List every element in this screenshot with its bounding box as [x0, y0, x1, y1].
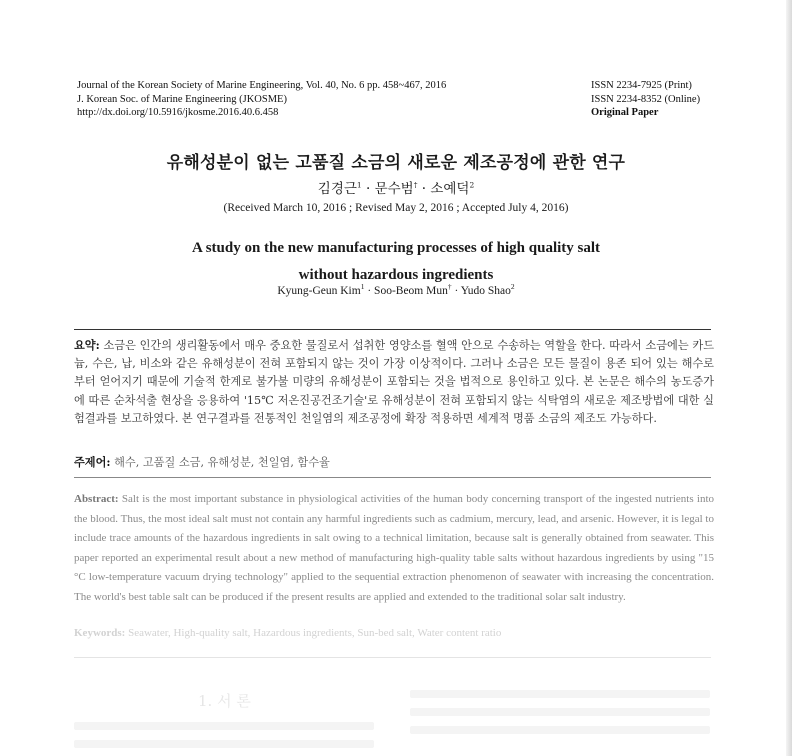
doi-link[interactable]: http://dx.doi.org/10.5916/jkosme.2016.40.6.458 — [77, 107, 279, 118]
issn-print: ISSN 2234-7925 (Print) — [591, 80, 692, 91]
english-authors — [0, 282, 792, 297]
author-mark: 2 — [510, 282, 515, 292]
author-separator: · — [451, 285, 461, 297]
author-name: 김경근 — [317, 181, 357, 197]
journal-header-left — [77, 79, 446, 120]
author-name: Yudo Shao — [460, 285, 511, 297]
english-abstract-text: Salt is the most important substance in physiological activities of the human body concerning transport of the ingested nutrients into the blood. Thus, the most ideal salt must not contain any harmful ingredients such as cadmium, mercury, lead, and arsenic. However, it is legal to include trace amounts of the hazardous ingredients in salt owing to a technical limitation, because salt is generally obtained from seawater. This paper reported an experimental result about a new method of manufacturing high-quality table salts without hazardous ingredients by using "15 °C low-temperature vacuum drying technology" applied to the sequential extraction phenomenon of seawater with increasing the concentration. The world's best table salt can be produced if the present results are applied and extended to the traditional solar salt industry. — [74, 493, 715, 603]
author-mark: † — [447, 282, 452, 292]
korean-keywords — [74, 454, 714, 470]
faded-body-text — [410, 690, 710, 698]
author-name: 소예덕 — [430, 181, 470, 197]
issn-online: ISSN 2234-8352 (Online) — [591, 93, 701, 105]
top-divider — [74, 329, 711, 330]
middle-divider — [74, 477, 711, 478]
author-name: 문수범 — [374, 181, 414, 197]
author-name: Soo-Beom Mun — [374, 285, 448, 297]
author-mark: 2 — [469, 180, 475, 190]
korean-abstract-text: 소금은 인간의 생리활동에서 매우 중요한 물질로서 섭취한 영양소를 혈액 안으로 수송하는 역할을 한다. 따라서 소금에는 카드늄, 수은, 납, 비소와 같은 유해성분이 전혀 포함되지 않는 것이 가장 이상적이다. 그러나 소금은 모든 물질이 용존 되어 있는 해수로부터 얻어지기 때문에 기술적 한계로 불가불 미량의 유해성분이 포함되는 것을 법적으로 용인하고 있다. 본 논문은 해수의 농도증가에 따른 순차석출 현상을 응용하여 '15℃ 저온진공건조기술'로 유해성분이 전혀 포함되지 않는 식탁염의 새로운 제조방법에 대한 실험결과를 보고하였다. 본 연구결과를 전통적인 천일염의 제조공정에 확장 적용하면 세계적 명품 소금의 제조도 가능하다. — [74, 339, 714, 425]
author-separator: · — [361, 181, 375, 197]
submission-dates: (Received March 10, 2016 ; Revised May 2, 2016 ; Accepted July 4, 2016) — [223, 202, 569, 214]
author-separator: · — [417, 181, 431, 197]
section-heading: 1. 서 론 — [198, 692, 251, 710]
korean-keywords-label: 주제어: — [74, 455, 111, 469]
english-keywords — [74, 627, 714, 639]
english-keywords-text: Seawater, High-quality salt, Hazardous ingredients, Sun-bed salt, Water content ratio — [128, 627, 502, 639]
korean-abstract-label: 요약: — [74, 338, 100, 352]
faded-body-text — [74, 722, 374, 730]
journal-citation: Journal of the Korean Society of Marine Engineering, Vol. 40, No. 6 pp. 458~467, 2016 — [77, 80, 447, 91]
paper-type: Original Paper — [591, 107, 659, 118]
author-mark: † — [413, 180, 418, 190]
author-mark: 1 — [356, 180, 362, 190]
author-mark: 1 — [360, 282, 365, 292]
english-abstract-label: Abstract: — [74, 493, 119, 505]
korean-authors — [0, 177, 792, 197]
faded-body-text — [410, 726, 710, 734]
english-title-line: without hazardous ingredients — [298, 267, 494, 283]
bottom-divider — [74, 657, 711, 658]
faded-body-text — [410, 708, 710, 716]
journal-abbreviation: J. Korean Soc. of Marine Engineering (JKOSME) — [77, 93, 287, 105]
author-name: Kyung-Geun Kim — [277, 285, 361, 297]
page-edge-shadow — [786, 0, 792, 756]
faded-body-text — [74, 740, 374, 748]
english-abstract — [74, 490, 714, 608]
english-keywords-label: Keywords: — [74, 627, 126, 639]
journal-header-right — [591, 79, 700, 120]
author-separator: · — [364, 285, 375, 297]
korean-abstract — [74, 336, 714, 428]
korean-keywords-text: 해수, 고품질 소금, 유해성분, 천일염, 함수율 — [114, 456, 330, 469]
korean-title: 유해성분이 없는 고품질 소금의 새로운 제조공정에 관한 연구 — [166, 153, 626, 173]
english-title-line: A study on the new manufacturing processes of high quality salt — [191, 240, 601, 256]
